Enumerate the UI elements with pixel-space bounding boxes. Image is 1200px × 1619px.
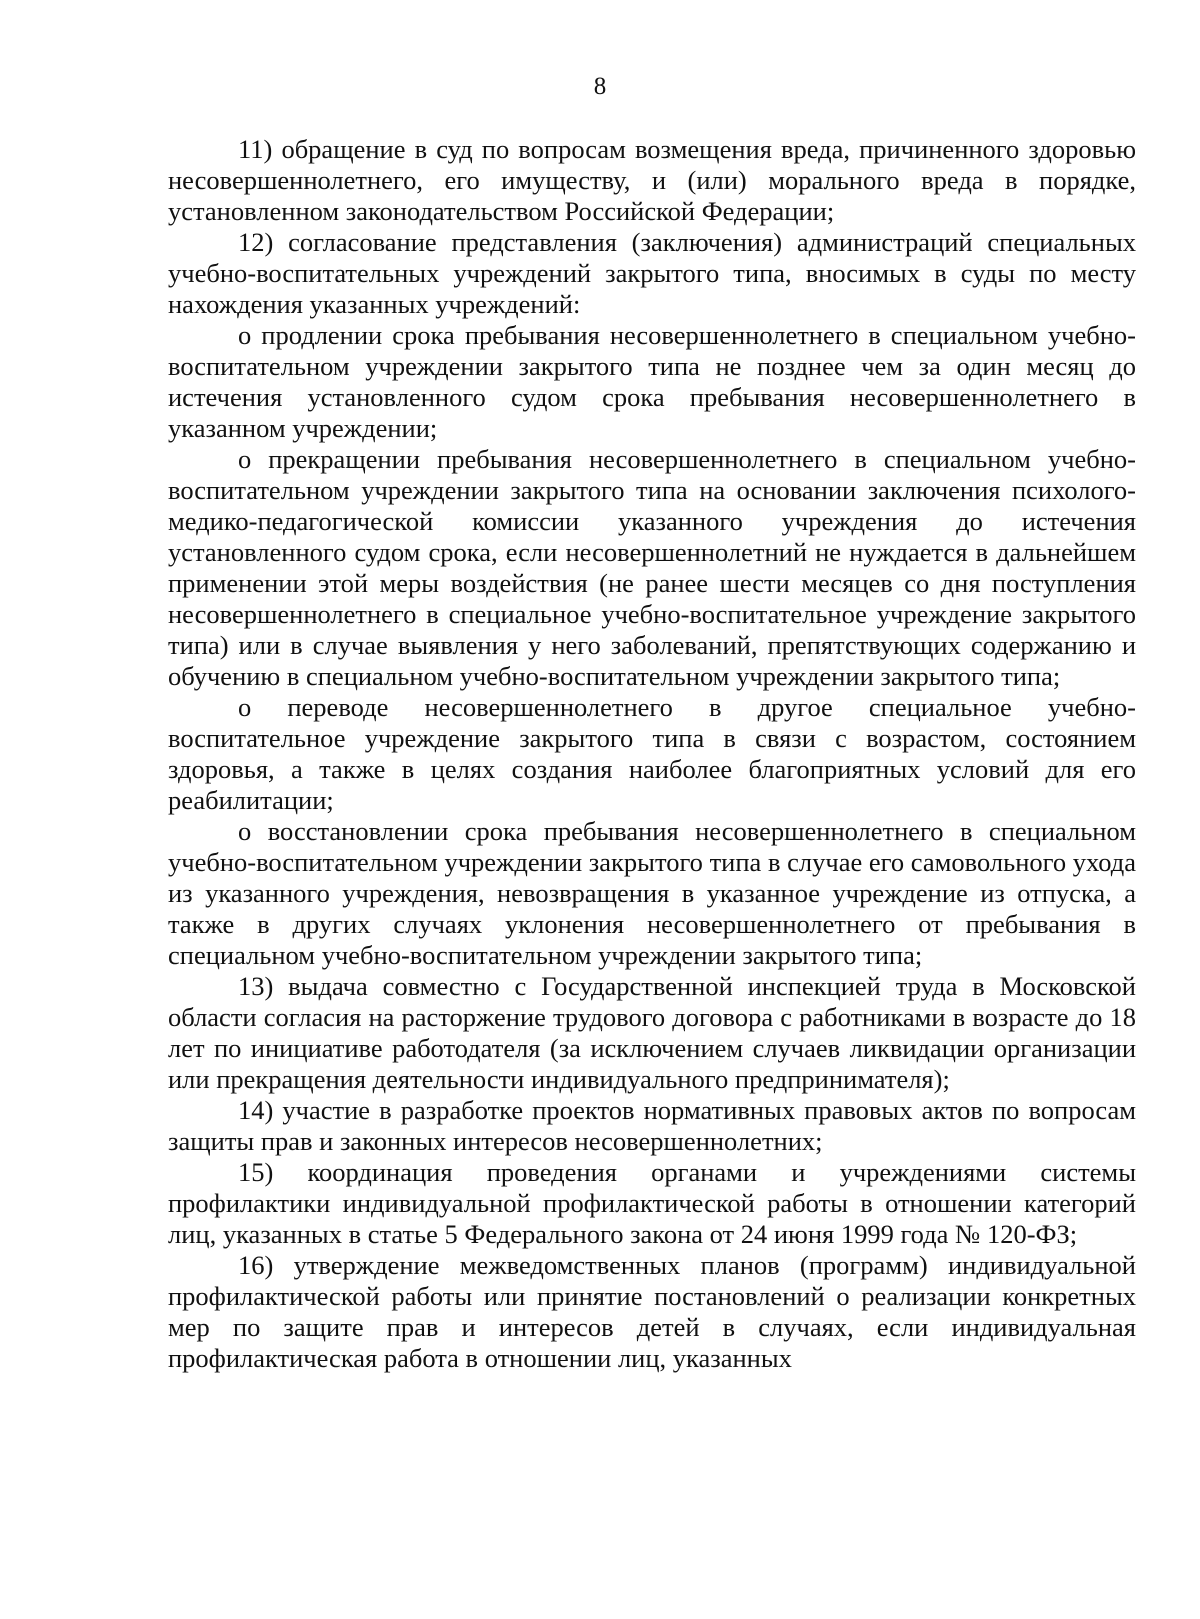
paragraph-item-15: 15) координация проведения органами и учреждениями системы профилактики индивидуальной профилактической работы в отношении категорий лиц, указанных в статье 5 Федерального закона от 24 июня 1999 года № 120-ФЗ; [168, 1157, 1136, 1249]
paragraph-item-14: 14) участие в разработке проектов нормативных правовых актов по вопросам защиты прав и законных интересов несовершеннолетних; [168, 1095, 1136, 1156]
paragraph-subitem-extension: о продлении срока пребывания несовершеннолетнего в специальном учебно-воспитательном учреждении закрытого типа не позднее чем за один месяц до истечения установленного судом срока пребывания несовершеннолетнего в указанном учреждении; [168, 320, 1136, 443]
paragraph-subitem-termination: о прекращении пребывания несовершеннолетнего в специальном учебно-воспитательном учреждении закрытого типа на основании заключения психолого-медико-педагогической комиссии указанного учреждения до истечения установленного судом срока, если несовершеннолетний не нуждается в дальнейшем применении этой меры воздействия (не ранее шести месяцев со дня поступления несовершеннолетнего в специальное учебно-воспитательное учреждение закрытого типа) или в случае выявления у него заболеваний, препятствующих содержанию и обучению в специальном учебно-воспитательном учреждении закрытого типа; [168, 444, 1136, 691]
paragraph-item-13: 13) выдача совместно с Государственной инспекцией труда в Московской области согласия на расторжение трудового договора с работниками в возрасте до 18 лет по инициативе работодателя (за исключением случаев ликвидации организации или прекращения деятельности индивидуального предпринимателя); [168, 971, 1136, 1094]
paragraph-item-12: 12) согласование представления (заключения) администраций специальных учебно-воспитательных учреждений закрытого типа, вносимых в суды по месту нахождения указанных учреждений: [168, 227, 1136, 319]
paragraph-item-11: 11) обращение в суд по вопросам возмещения вреда, причиненного здоровью несовершеннолетнего, его имуществу, и (или) морального вреда в порядке, установленном законодательством Российской Федерации; [168, 134, 1136, 226]
document-body [168, 134, 1136, 1374]
page-number: 8 [593, 73, 607, 100]
paragraph-subitem-restoration: о восстановлении срока пребывания несовершеннолетнего в специальном учебно-воспитательном учреждении закрытого типа в случае его самовольного ухода из указанного учреждения, невозвращения в указанное учреждение из отпуска, а также в других случаях уклонения несовершеннолетнего от пребывания в специальном учебно-воспитательном учреждении закрытого типа; [168, 816, 1136, 970]
paragraph-item-16: 16) утверждение межведомственных планов (программ) индивидуальной профилактической работы или принятие постановлений о реализации конкретных мер по защите прав и интересов детей в случаях, если индивидуальная профилактическая работа в отношении лиц, указанных [168, 1250, 1136, 1373]
paragraph-subitem-transfer: о переводе несовершеннолетнего в другое специальное учебно-воспитательное учреждение закрытого типа в связи с возрастом, состоянием здоровья, а также в целях создания наиболее благоприятных условий для его реабилитации; [168, 692, 1136, 815]
